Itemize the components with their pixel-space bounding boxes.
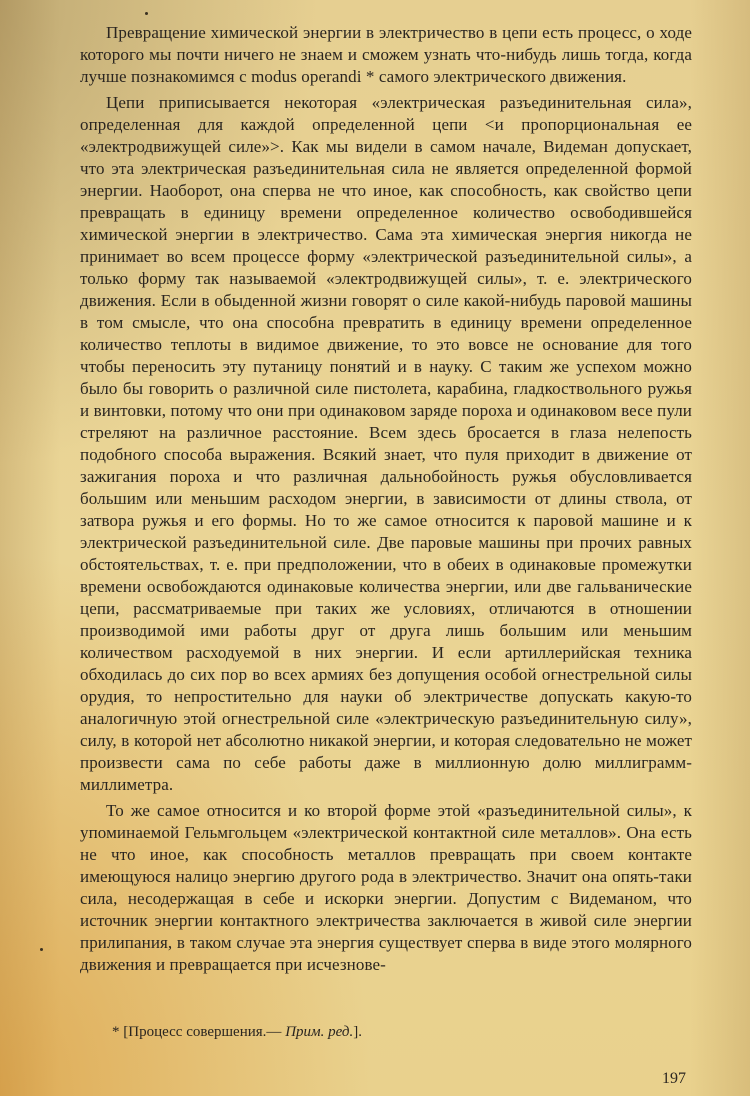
paragraph-2: Цепи приписывается некоторая «электрическая разъединительная сила», определенная для каждой определенной цепи <и пропорциональная ее «электродвижущей силе»>. Как мы видели в самом начале, Видеман допускает, что эта электрическая разъединительная сила не является определенной формой энергии. Наоборот, она сперва не что иное, как способность, как свойство цепи превращать в единицу времени определенное количество освободившейся химической энергии в электричество. Сама эта химическая энергия никогда не принимает во всем процессе форму «электрической разъединительной силы», а только форму так называемой «электродвижущей силы», т. е. электрического движения. Если в обыденной жизни говорят о силе какой-нибудь паровой машины в том смысле, что она способна превратить в единицу времени определенное количество теплоты в видимое движение, то это вовсе не основание для того чтобы переносить эту путаницу понятий и в науку. С таким же успехом можно было бы говорить о различной силе пистолета, карабина, гладкоствольного ружья и винтовки, потому что они при одинаковом заряде пороха и одинаковом весе пули стреляют на различное расстояние. Всем здесь бросается в глаза нелепость подобного способа выражения. Всякий знает, что пуля приходит в движение от зажигания пороха и что различная дальнобойность ружья обусловливается большим или меньшим расходом энергии, в зависимости от длины ствола, от затвора ружья и его формы. Но то же самое относится к паровой машине и к электрической разъединительной силе. Две паровые машины при прочих равных обстоятельствах, т. е. при предположении, что в обеих в одинаковые промежутки времени освобождаются одинаковые количества энергии, или две гальванические цепи, рассматриваемые при таких же условиях, отличаются в отношении производимой ими работы друг от друга лишь большим или меньшим количеством расходуемой в них энергии. И если артиллерийская техника обходилась до сих пор во всех армиях без допущения особой огнестрельной силы орудия, то непростительно для науки об электричестве допускать какую-то аналогичную этой огнестрельной силе «электрическую разъединительную силу», силу, в которой нет абсолютно никакой энергии, и которая следовательно не может произвести сама по себе работы даже в миллионную долю миллиграмм-миллиметра. <box>80 93 692 794</box>
footnote-editor-note: Прим. ред. <box>285 1024 354 1040</box>
footnote <box>112 1022 362 1042</box>
paragraph-3: То же самое относится и ко второй форме этой «разъединительной силы», к упоминаемой Гельмгольцем «электрической контактной силе металлов». Она есть не что иное, как способность металлов превращать при своем контакте имеющуюся налицо энергию другого рода в электричество. Значит она опять-таки сила, несодержащая в себе и искорки энергии. Допустим с Видеманом, что источник энергии контактного электричества заключается в живой силе энергии прилипания, в таком случае эта энергия существует сперва в виде этого молярного движения и превращается при исчезнове- <box>80 801 692 974</box>
print-speck <box>40 948 43 951</box>
paragraph-1: Превращение химической энергии в электричество в цепи есть процесс, о ходе которого мы почти ничего не знаем и сможем узнать что-нибудь лишь тогда, когда лучше познакомимся с modus operandi * самого электрического движения. <box>80 23 692 86</box>
page-number: 197 <box>662 1070 686 1087</box>
footnote-close: ]. <box>353 1024 362 1040</box>
footnote-marker: * <box>112 1024 120 1040</box>
print-speck <box>145 12 148 15</box>
footnote-text: [Процесс совершения.— <box>123 1024 282 1040</box>
book-page <box>80 22 692 1087</box>
